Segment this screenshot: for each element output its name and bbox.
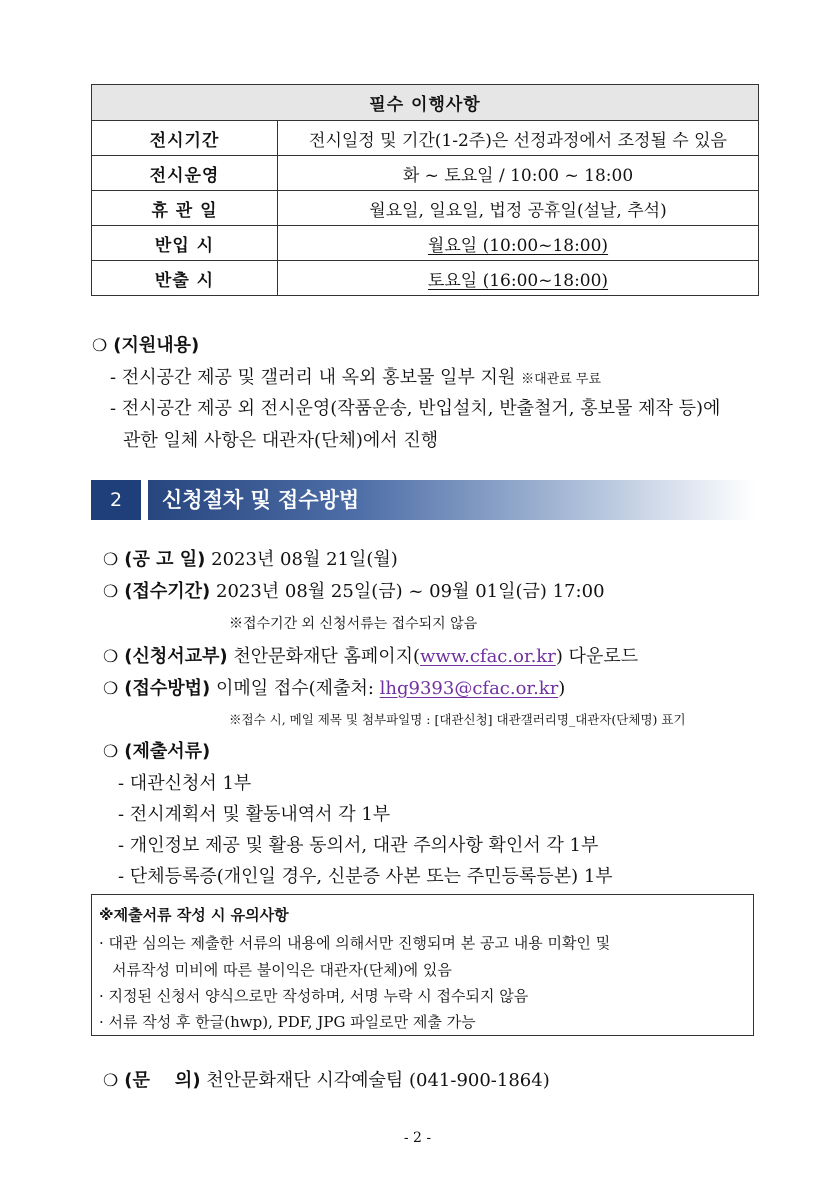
documents-label: (제출서류) xyxy=(124,741,211,762)
row-value xyxy=(278,226,759,261)
circle-bullet-icon: ❍ xyxy=(103,550,119,570)
documents-item: - 단체등록증(개인일 경우, 신분증 사본 또는 주민등록등본) 1부 xyxy=(118,866,613,887)
homepage-link[interactable]: www.cfac.or.kr xyxy=(420,646,556,667)
circle-bullet-icon: ❍ xyxy=(103,582,119,602)
form-prefix: 천안문화재단 홈페이지( xyxy=(233,646,421,667)
row-label: 반입 시 xyxy=(92,226,278,261)
table-row xyxy=(92,156,759,191)
announce-label: (공 고 일) xyxy=(124,549,206,570)
table-row xyxy=(92,261,759,296)
method-suffix: ) xyxy=(558,678,566,699)
caution-box xyxy=(91,894,754,1036)
requirements-table xyxy=(91,84,759,296)
support-item-text: - 전시공간 제공 및 갤러리 내 옥외 홍보물 일부 지원 xyxy=(110,367,516,388)
support-heading xyxy=(92,331,199,357)
method-label: (접수방법) xyxy=(124,678,211,699)
caution-line: · 서류 작성 후 한글(hwp), PDF, JPG 파일로만 제출 가능 xyxy=(99,1013,476,1031)
section-number: 2 xyxy=(91,480,141,520)
period-label: (접수기간) xyxy=(124,581,211,602)
support-title: (지원내용) xyxy=(113,335,200,356)
form-label: (신청서교부) xyxy=(124,646,228,667)
inquiry-line xyxy=(103,1066,550,1092)
circle-bullet-icon: ❍ xyxy=(103,1071,119,1091)
table-row xyxy=(92,121,759,156)
caution-line: · 대관 심의는 제출한 서류의 내용에 의해서만 진행되며 본 공고 내용 미확인 및 xyxy=(99,934,611,952)
caution-title: ※제출서류 작성 시 유의사항 xyxy=(99,906,289,924)
support-item xyxy=(110,394,720,420)
row-value-text: 토요일 (16:00~18:00) xyxy=(427,270,609,291)
documents-item: - 대관신청서 1부 xyxy=(118,773,252,794)
circle-bullet-icon: ❍ xyxy=(103,679,119,699)
table-header: 필수 이행사항 xyxy=(92,85,759,121)
row-label: 휴 관 일 xyxy=(92,191,278,226)
table-row xyxy=(92,226,759,261)
announce-line xyxy=(103,545,398,571)
inquiry-label: (문 의) xyxy=(124,1070,201,1091)
row-value xyxy=(278,261,759,296)
row-value: 전시일정 및 기간(1-2주)은 선정과정에서 조정될 수 있음 xyxy=(278,121,759,156)
method-line xyxy=(103,674,565,700)
method-prefix: 이메일 접수(제출처: xyxy=(216,678,380,699)
support-item xyxy=(110,363,601,389)
row-label: 전시기간 xyxy=(92,121,278,156)
circle-bullet-icon: ❍ xyxy=(103,742,119,762)
caution-line: 서류작성 미비에 따른 불이익은 대관자(단체)에 있음 xyxy=(112,961,452,979)
documents-item: - 전시계획서 및 활동내역서 각 1부 xyxy=(118,804,391,825)
section-title: 신청절차 및 접수방법 xyxy=(162,488,360,512)
form-line xyxy=(103,642,638,668)
support-note: ※대관료 무료 xyxy=(521,372,602,387)
page-number: - 2 - xyxy=(403,1130,432,1146)
caution-line: · 지정된 신청서 양식으로만 작성하며, 서명 누락 시 접수되지 않음 xyxy=(99,987,529,1005)
method-note: ※접수 시, 메일 제목 및 첨부파일명 : [대관신청] 대관갤러리명_대관자(단체명) 표기 xyxy=(229,712,686,727)
circle-bullet-icon: ❍ xyxy=(92,336,108,356)
support-item-text: - 전시공간 제공 외 전시운영(작품운송, 반입설치, 반출철거, 홍보물 제작 등)에 xyxy=(110,398,721,419)
row-value: 화 ~ 토요일 / 10:00 ~ 18:00 xyxy=(278,156,759,191)
support-item-continuation xyxy=(123,426,438,452)
inquiry-value: 천안문화재단 시각예술팀 (041-900-1864) xyxy=(206,1070,550,1091)
period-line xyxy=(103,577,605,603)
form-suffix: ) 다운로드 xyxy=(555,646,639,667)
row-label: 전시운영 xyxy=(92,156,278,191)
support-item-text: 관한 일체 사항은 대관자(단체)에서 진행 xyxy=(123,430,439,451)
table-row xyxy=(92,191,759,226)
row-value-text: 월요일 (10:00~18:00) xyxy=(427,235,609,256)
email-link[interactable]: lhg9393@cfac.or.kr xyxy=(379,678,559,699)
documents-item: - 개인정보 제공 및 활용 동의서, 대관 주의사항 확인서 각 1부 xyxy=(118,835,599,856)
announce-value: 2023년 08월 21일(월) xyxy=(211,549,398,570)
row-value: 월요일, 일요일, 법정 공휴일(설날, 추석) xyxy=(278,191,759,226)
row-label: 반출 시 xyxy=(92,261,278,296)
circle-bullet-icon: ❍ xyxy=(103,647,119,667)
period-value: 2023년 08월 25일(금) ~ 09월 01일(금) 17:00 xyxy=(216,581,605,602)
documents-heading xyxy=(103,737,210,763)
period-note: ※접수기간 외 신청서류는 접수되지 않음 xyxy=(229,616,478,632)
